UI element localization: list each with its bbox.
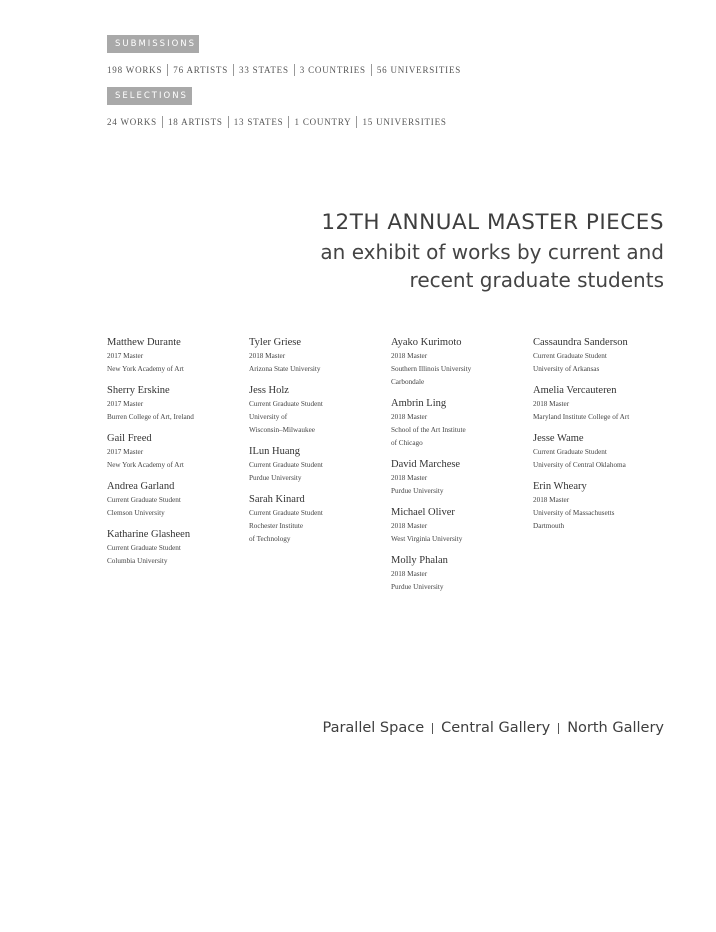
artist-name: Sherry Erskine [107, 385, 170, 396]
artist-detail: University of [249, 413, 288, 421]
artist-name: Jess Holz [249, 385, 289, 396]
artist-detail: Current Graduate Student [533, 352, 607, 360]
artist-column [391, 336, 531, 602]
artist-detail: University of Massachusetts [533, 509, 615, 517]
artist-detail: Purdue University [391, 583, 444, 591]
exhibit-subtitle-line2: recent graduate students [409, 268, 664, 292]
artist-detail: 2018 Master [391, 474, 428, 482]
selections-stat: 15 UNIVERSITIES [356, 116, 451, 128]
exhibit-subtitle-line1: an exhibit of works by current and [320, 240, 664, 264]
artist-name: Cassaundra Sanderson [533, 337, 628, 348]
artist-detail: Southern Illinois University [391, 365, 472, 373]
artist-detail: Arizona State University [249, 365, 321, 373]
venue-list [322, 720, 664, 736]
artist-detail: University of Arkansas [533, 365, 600, 373]
artist-name: Molly Phalan [391, 555, 448, 566]
selections-label: SELECTIONS [107, 87, 192, 105]
artist-detail: 2018 Master [249, 352, 286, 360]
artist-entry [391, 397, 531, 450]
submissions-stat: 76 ARTISTS [167, 64, 233, 76]
artist-name: Amelia Vercauteren [533, 385, 617, 396]
artist-name: David Marchese [391, 459, 461, 470]
artist-detail: 2017 Master [107, 352, 144, 360]
artist-name: Erin Wheary [533, 481, 587, 492]
artist-detail: of Chicago [391, 439, 423, 447]
artist-detail: Purdue University [249, 474, 302, 482]
artist-entry [107, 432, 247, 472]
submissions-label: SUBMISSIONS [107, 35, 199, 53]
artist-column [533, 336, 673, 541]
venue-divider [558, 723, 559, 734]
submissions-stat: 198 WORKS [107, 65, 163, 75]
artist-detail: 2017 Master [107, 400, 144, 408]
artist-entry [533, 384, 673, 424]
artist-entry [533, 480, 673, 533]
artist-detail: 2018 Master [391, 570, 428, 578]
artist-detail: 2017 Master [107, 448, 144, 456]
artist-detail: 2018 Master [391, 413, 428, 421]
artist-detail: Current Graduate Student [107, 544, 181, 552]
artist-detail: 2018 Master [391, 522, 428, 530]
artist-entry [107, 480, 247, 520]
venue-central-gallery: Central Gallery [441, 720, 551, 736]
selections-stat: 1 COUNTRY [288, 116, 356, 128]
artist-detail: Maryland Institute College of Art [533, 413, 630, 421]
artist-detail: Current Graduate Student [533, 448, 607, 456]
artist-detail: Carbondale [391, 378, 425, 386]
artist-detail: Clemson University [107, 509, 165, 517]
artist-entry [249, 493, 389, 546]
artist-name: Katharine Glasheen [107, 529, 191, 540]
artist-entry [107, 384, 247, 424]
artist-name: Gail Freed [107, 433, 152, 444]
artist-detail: 2018 Master [533, 496, 570, 504]
artist-column [249, 336, 389, 554]
venue-parallel-space: Parallel Space [322, 720, 425, 736]
artist-detail: Current Graduate Student [249, 400, 323, 408]
selections-stats [107, 115, 452, 129]
artist-detail: of Technology [249, 535, 291, 543]
selections-stat: 13 STATES [228, 116, 289, 128]
submissions-stat: 33 STATES [233, 64, 294, 76]
artist-detail: Burren College of Art, Ireland [107, 413, 194, 421]
artist-entry [107, 528, 247, 568]
artist-detail: 2018 Master [533, 400, 570, 408]
artist-detail: Current Graduate Student [249, 509, 323, 517]
artist-entry [249, 336, 389, 376]
artist-entry [391, 506, 531, 546]
submissions-stat: 56 UNIVERSITIES [371, 64, 466, 76]
artist-detail: New York Academy of Art [107, 461, 184, 469]
selections-stat: 18 ARTISTS [162, 116, 228, 128]
artist-detail: Current Graduate Student [249, 461, 323, 469]
artist-detail: Current Graduate Student [107, 496, 181, 504]
artist-entry [391, 336, 531, 389]
artist-detail: West Virginia University [391, 535, 463, 543]
artist-name: Michael Oliver [391, 507, 455, 518]
artist-name: Ambrin Ling [391, 398, 447, 409]
venue-divider [432, 723, 433, 734]
artist-name: Jesse Wame [533, 433, 584, 444]
artist-name: Ayako Kurimoto [391, 337, 462, 348]
artist-entry [391, 458, 531, 498]
artist-entry [249, 445, 389, 485]
artist-entry [533, 432, 673, 472]
artist-detail: Wisconsin–Milwaukee [249, 426, 315, 434]
submissions-stats [107, 63, 466, 77]
artist-name: Tyler Griese [249, 337, 302, 348]
artist-name: Andrea Garland [107, 481, 175, 492]
artist-detail: 2018 Master [391, 352, 428, 360]
artist-detail: School of the Art Institute [391, 426, 466, 434]
artist-entry [391, 554, 531, 594]
artist-name: Sarah Kinard [249, 494, 305, 505]
exhibit-title: 12TH ANNUAL MASTER PIECES [321, 210, 664, 235]
artist-entry [107, 336, 247, 376]
artist-detail: Purdue University [391, 487, 444, 495]
artist-detail: Columbia University [107, 557, 168, 565]
artist-name: ILun Huang [249, 446, 301, 457]
artist-entry [249, 384, 389, 437]
artist-column [107, 336, 247, 576]
submissions-stat: 3 COUNTRIES [294, 64, 371, 76]
artist-detail: New York Academy of Art [107, 365, 184, 373]
artist-detail: Dartmouth [533, 522, 565, 530]
artist-entry [533, 336, 673, 376]
selections-stat: 24 WORKS [107, 117, 157, 127]
title-block [320, 208, 664, 294]
artist-detail: University of Central Oklahoma [533, 461, 626, 469]
artist-name: Matthew Durante [107, 337, 181, 348]
venue-north-gallery: North Gallery [567, 720, 664, 736]
artist-detail: Rochester Institute [249, 522, 304, 530]
